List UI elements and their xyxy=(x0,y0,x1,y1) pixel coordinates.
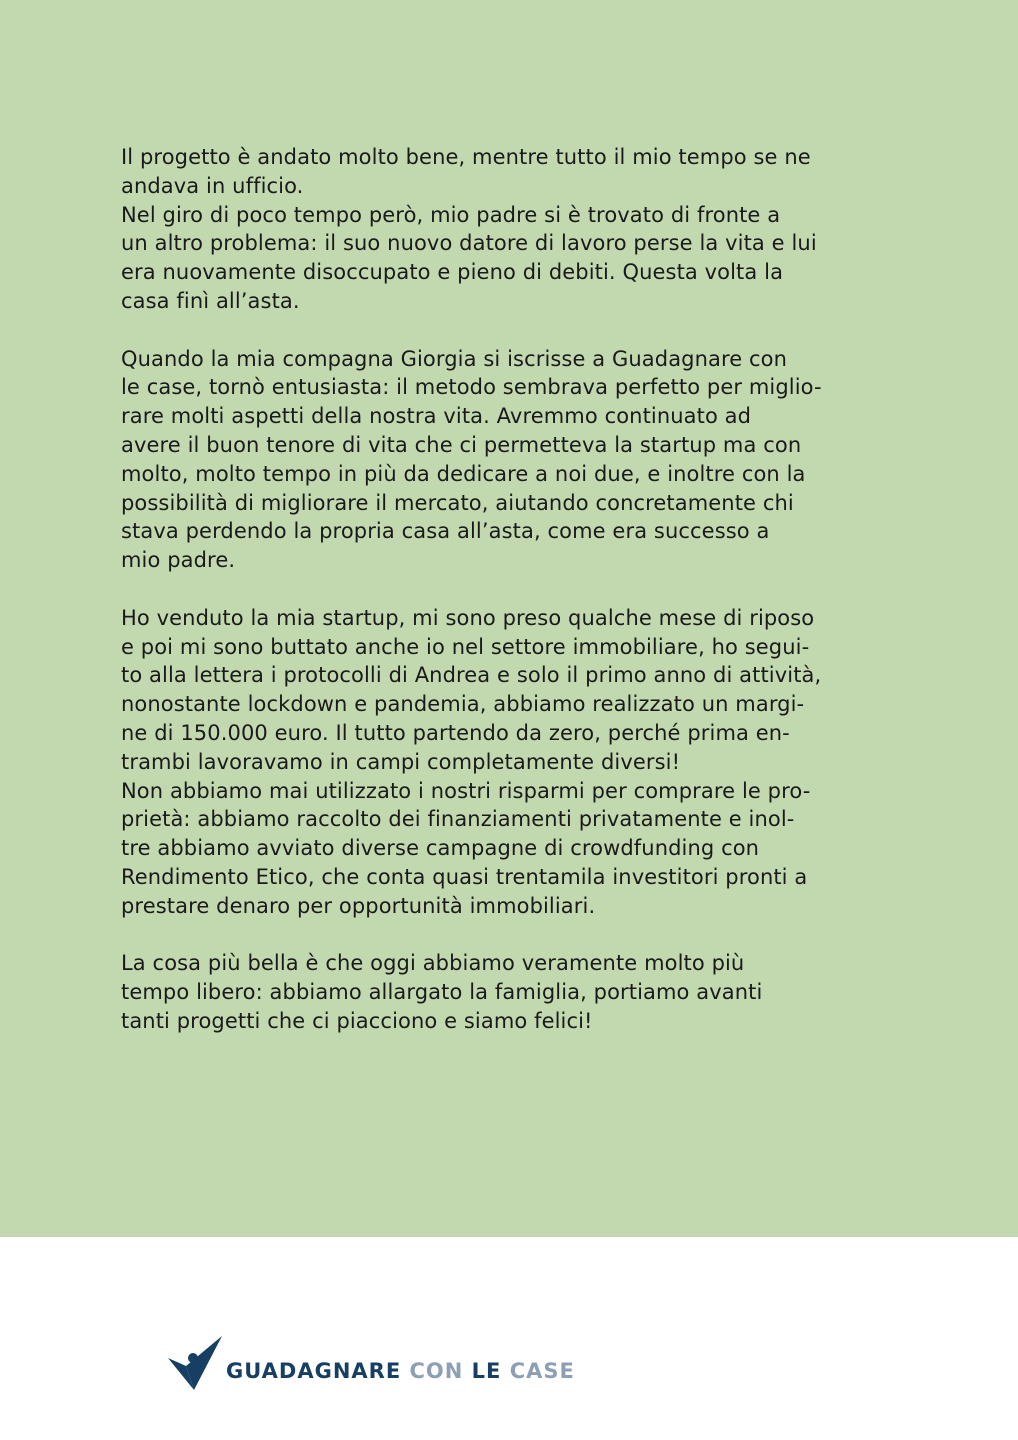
text-line: tre abbiamo avviato diverse campagne di crowdfunding con xyxy=(121,836,760,861)
text-line: Il progetto è andato molto bene, mentre tutto il mio tempo se ne xyxy=(121,145,811,169)
paragraph xyxy=(121,604,822,921)
text-line: stava perdendo la propria casa all’asta, come era successo a xyxy=(121,519,770,544)
logo-word-guadagnare: GUADAGNARE xyxy=(226,1359,402,1383)
paragraph xyxy=(121,143,822,316)
text-line: casa finì all’asta. xyxy=(121,288,300,313)
text-line: avere il buon tenore di vita che ci permetteva la startup ma con xyxy=(121,432,802,457)
text-line: ne di 150.000 euro. Il tutto partendo da zero, perché prima en- xyxy=(121,720,790,745)
text-line: possibilità di migliorare il mercato, aiutando concretamente chi xyxy=(121,490,794,515)
paragraph xyxy=(121,345,822,575)
paragraph xyxy=(121,949,822,1035)
text-line: le case, tornò entusiasta: il metodo sembrava perfetto per miglio- xyxy=(121,375,822,400)
text-line: to alla lettera i protocolli di Andrea e solo il primo anno di attività, xyxy=(121,663,822,688)
text-line: molto, molto tempo in più da dedicare a noi due, e inoltre con la xyxy=(121,461,806,486)
text-line: La cosa più bella è che oggi abbiamo veramente molto più xyxy=(121,951,745,976)
text-line: era nuovamente disoccupato e pieno di debiti. Questa volta la xyxy=(121,260,784,285)
text-line: un altro problema: il suo nuovo datore di lavoro perse la vita e lui xyxy=(121,231,817,256)
checkmark-person-icon xyxy=(166,1334,222,1390)
logo-word-le: LE xyxy=(471,1359,502,1383)
text-line: rare molti aspetti della nostra vita. Avremmo continuato ad xyxy=(121,404,752,429)
text-line: Nel giro di poco tempo però, mio padre si è trovato di fronte a xyxy=(121,202,781,227)
text-line: tempo libero: abbiamo allargato la famiglia, portiamo avanti xyxy=(121,980,763,1005)
text-line: nonostante lockdown e pandemia, abbiamo realizzato un margi- xyxy=(121,692,805,717)
text-line: Ho venduto la mia startup, mi sono preso qualche mese di riposo xyxy=(121,605,815,630)
logo-word-con: CON xyxy=(409,1359,464,1383)
text-line: Quando la mia compagna Giorgia si iscrisse a Guadagnare con xyxy=(121,346,788,371)
logo-text xyxy=(226,1359,575,1383)
text-line: andava in ufficio. xyxy=(121,173,304,198)
text-line: tanti progetti che ci piacciono e siamo felici! xyxy=(121,1008,593,1033)
text-line: Rendimento Etico, che conta quasi trentamila investitori pronti a xyxy=(121,864,808,889)
text-line: mio padre. xyxy=(121,548,236,573)
logo-word-case: CASE xyxy=(509,1359,575,1383)
text-line: trambi lavoravamo in campi completamente diversi! xyxy=(121,749,681,774)
text-line: Non abbiamo mai utilizzato i nostri risparmi per comprare le pro- xyxy=(121,778,811,803)
text-line: prietà: abbiamo raccolto dei finanziamenti privatamente e inol- xyxy=(121,807,795,832)
body-text xyxy=(121,143,822,1065)
logo xyxy=(166,1334,575,1390)
text-line: e poi mi sono buttato anche io nel settore immobiliare, ho segui- xyxy=(121,634,810,659)
text-line: prestare denaro per opportunità immobiliari. xyxy=(121,893,596,918)
